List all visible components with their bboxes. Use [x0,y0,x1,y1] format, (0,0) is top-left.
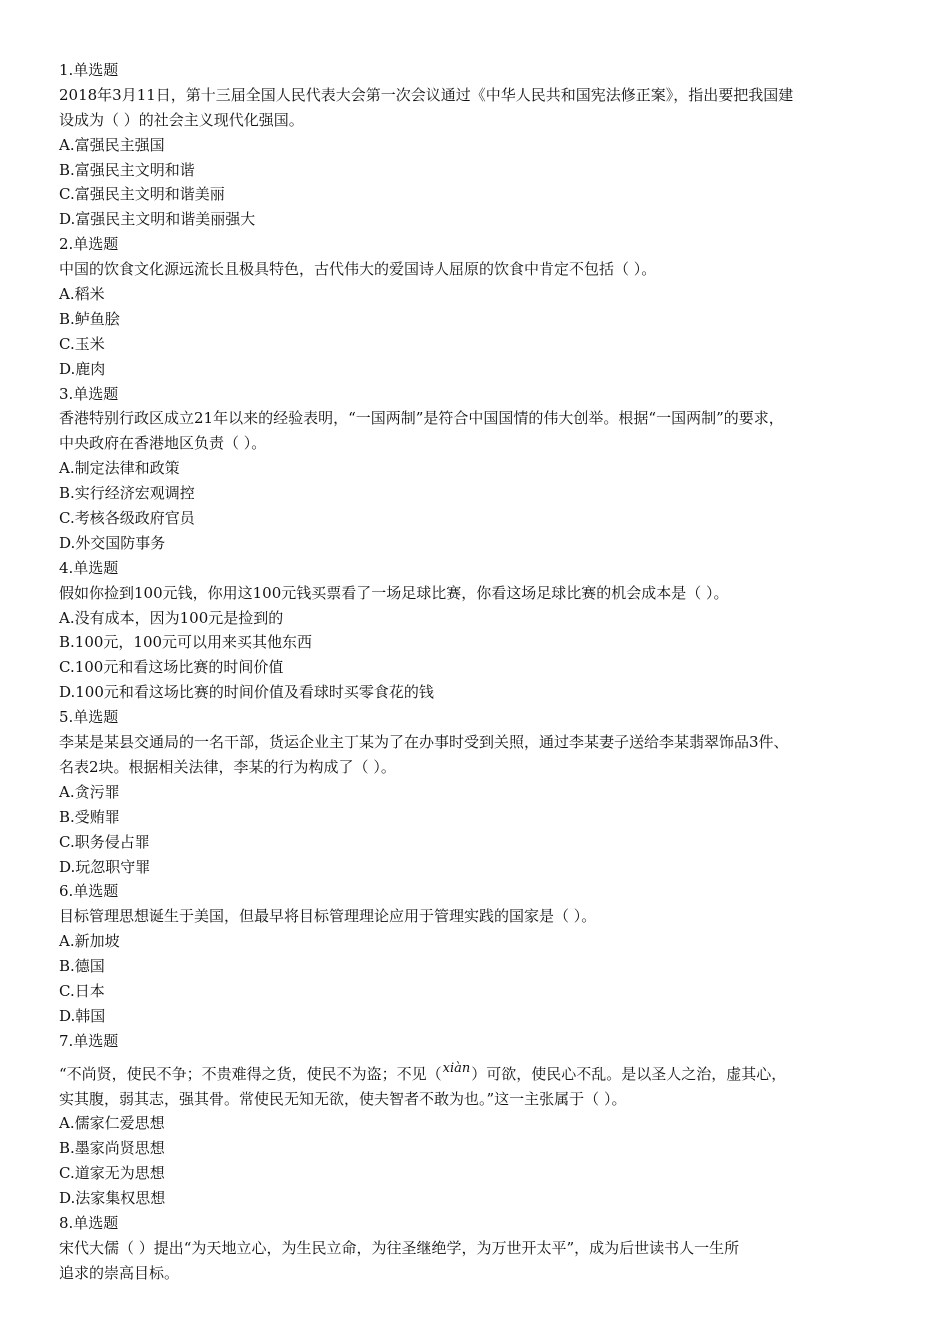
exam-page [59,58,899,1286]
question-3 [59,382,899,556]
question-stem-line: 名表2块。根据相关法律，李某的行为构成了（ ）。 [59,757,396,776]
option-d: D.玩忽职守罪 [59,857,151,876]
option-c: C.考核各级政府官员 [59,509,195,528]
question-4 [59,556,899,705]
question-stem-line: 中央政府在香港地区负责（ ）。 [59,434,267,453]
option-c: C.富强民主文明和谐美丽 [59,185,225,204]
option-a: A.没有成本，因为100元是捡到的 [59,608,284,627]
question-7 [59,1029,899,1211]
option-a: A.贪污罪 [59,782,120,801]
question-stem-line: 设成为（ ）的社会主义现代化强国。 [59,110,304,129]
question-header: 3.单选题 [59,384,119,403]
option-b: B.受贿罪 [59,807,120,826]
pinyin-annotation: xiàn [442,1060,471,1076]
option-c: C.道家无为思想 [59,1164,165,1183]
question-8 [59,1211,899,1286]
question-header: 2.单选题 [59,235,119,254]
option-a: A.制定法律和政策 [59,459,180,478]
question-6 [59,879,899,1028]
question-stem-line: 假如你捡到100元钱，你用这100元钱买票看了一场足球比赛，你看这场足球比赛的机会成本是（ ）。 [59,583,729,602]
question-header: 8.单选题 [59,1213,119,1232]
option-a: A.稻米 [59,285,105,304]
question-stem-line [59,1062,899,1087]
question-header: 6.单选题 [59,882,119,901]
option-d: D.法家集权思想 [59,1189,166,1208]
option-c: C.100元和看这场比赛的时间价值 [59,658,284,677]
question-stem-line: 追求的崇高目标。 [59,1263,180,1282]
option-a: A.新加坡 [59,932,120,951]
option-d: D.100元和看这场比赛的时间价值及看球时买零食花的钱 [59,683,434,702]
question-stem-line: 实其腹，弱其志，强其骨。常使民无知无欲，使夫智者不敢为也。”这一主张属于（ ）。 [59,1089,627,1108]
stem-text: “不尚贤，使民不争；不贵难得之货，使民不为盗；不见（ [59,1064,442,1083]
question-stem-line: 李某是某县交通局的一名干部，货运企业主丁某为了在办事时受到关照，通过李某妻子送给李某翡翠饰品3件、 [59,733,789,752]
option-d: D.鹿肉 [59,359,106,378]
option-b: B.墨家尚贤思想 [59,1139,165,1158]
stem-text: ）可欲，使民心不乱。是以圣人之治，虚其心， [471,1064,787,1083]
option-b: B.鲈鱼脍 [59,309,120,328]
option-b: B.富强民主文明和谐 [59,160,195,179]
option-c: C.日本 [59,981,105,1000]
question-2 [59,232,899,381]
question-stem-line: 目标管理思想诞生于美国，但最早将目标管理理论应用于管理实践的国家是（ ）。 [59,907,597,926]
option-d: D.外交国防事务 [59,533,166,552]
question-header: 5.单选题 [59,708,119,727]
option-b: B.100元，100元可以用来买其他东西 [59,633,313,652]
option-a: A.儒家仁爱思想 [59,1114,165,1133]
question-header: 7.单选题 [59,1031,119,1050]
question-5 [59,705,899,879]
option-b: B.德国 [59,957,105,976]
question-header: 4.单选题 [59,558,119,577]
question-stem-line: 香港特别行政区成立21年以来的经验表明，“一国两制”是符合中国国情的伟大创举。根据“一国两制”的要求， [59,409,784,428]
question-header: 1.单选题 [59,61,119,79]
question-stem-line: 宋代大儒（ ）提出“为天地立心，为生民立命，为往圣继绝学，为万世开太平”，成为后世读书人一生所 [59,1238,740,1257]
option-c: C.玉米 [59,334,105,353]
option-c: C.职务侵占罪 [59,832,150,851]
question-stem-line: 2018年3月11日，第十三届全国人民代表大会第一次会议通过《中华人民共和国宪法修正案》，指出要把我国建 [59,85,794,104]
question-stem-line: 中国的饮食文化源远流长且极具特色，古代伟大的爱国诗人屈原的饮食中肯定不包括（ ）。 [59,260,657,279]
option-b: B.实行经济宏观调控 [59,484,195,503]
option-a: A.富强民主强国 [59,135,165,154]
question-1 [59,58,899,232]
option-d: D.富强民主文明和谐美丽强大 [59,210,256,229]
option-d: D.韩国 [59,1006,106,1025]
